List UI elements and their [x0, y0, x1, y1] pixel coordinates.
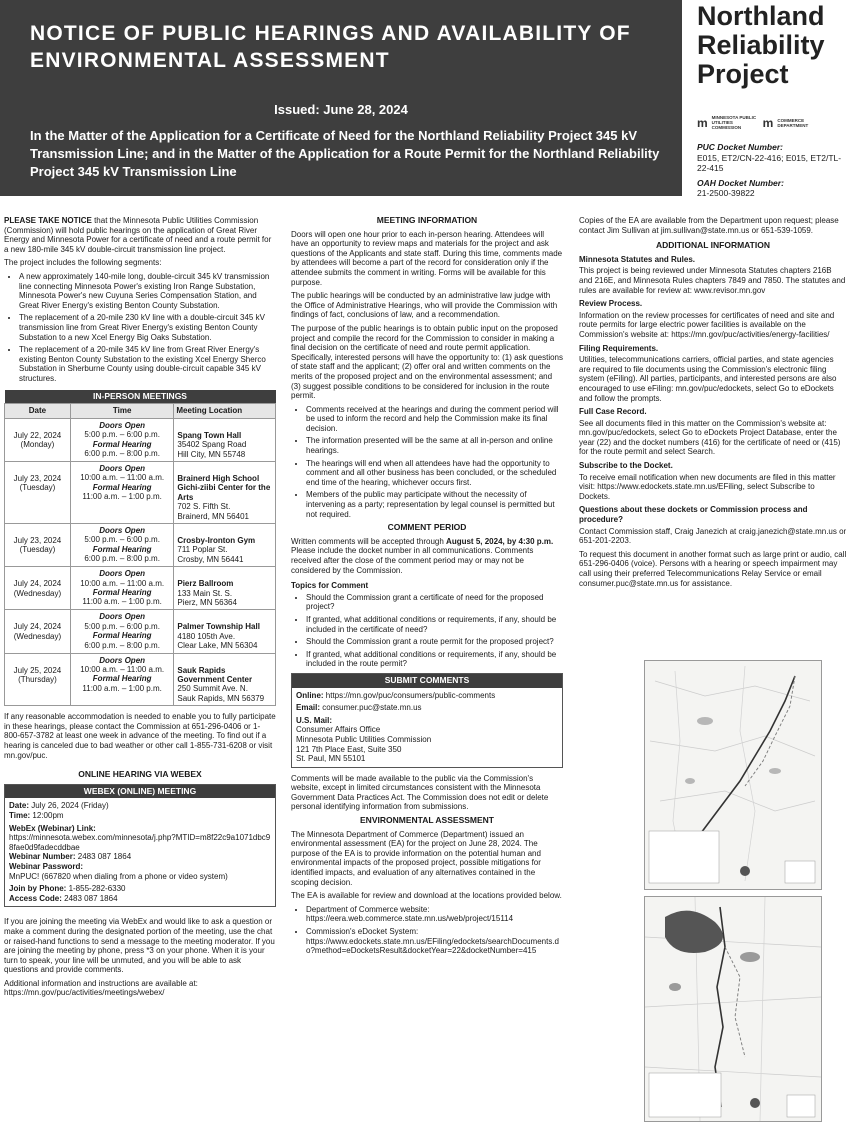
- topic-item: • If granted, what additional conditions or requirements, if any, should be included in the certificate of need?: [306, 615, 563, 634]
- section-heading: Subscribe to the Docket.: [579, 461, 673, 471]
- doors-open-time: 5:00 p.m. – 6:00 p.m.: [84, 621, 160, 631]
- doors-open-time: 10:00 a.m. – 11:00 a.m.: [80, 473, 165, 483]
- puc-logo-icon: m: [697, 115, 707, 130]
- submit-email: [296, 703, 558, 713]
- formal-hearing-time: 6:00 p.m. – 8:00 p.m.: [84, 554, 160, 564]
- doors-open-label: Doors Open: [99, 655, 146, 665]
- ea-location: [306, 905, 563, 924]
- table-row: [5, 610, 276, 653]
- table-row: [5, 523, 276, 566]
- map-south-graphic: [645, 897, 821, 1121]
- project-name-line: Northland: [697, 1, 825, 31]
- meeting-day-text: (Wednesday): [13, 588, 62, 598]
- meeting-address-line: Crosby, MN 56441: [177, 554, 244, 564]
- segment-item: • The replacement of a 20-mile 345 kV line from Great River Energy's existing Benton County Substation to the existing Xcel Energy Sherco Substation in Sherburne County using double-circuit capable 345 kV structures.: [19, 345, 276, 383]
- meeting-venue: Palmer Township Hall: [177, 622, 260, 632]
- meeting-day-text: (Tuesday): [19, 483, 56, 493]
- segment-item: • The replacement of a 20-mile 230 kV line with a double-circuit 345 kV transmission line from Great River Energy's existing Benton County Substation to a new Xcel Energy Big Oaks Substation.: [19, 313, 276, 342]
- doors-open-label: Doors Open: [99, 612, 146, 622]
- table-row: [5, 461, 276, 523]
- field-value: July 26, 2024 (Friday): [29, 801, 109, 811]
- submit-online-link[interactable]: https://mn.gov/puc/consumers/public-comments: [323, 690, 496, 700]
- ea-location-label: • Department of Commerce website:: [306, 904, 430, 914]
- field-label: Access Code:: [9, 893, 62, 903]
- meeting-address-line: 35402 Spang Road: [177, 440, 247, 450]
- notice-title: NOTICE OF PUBLIC HEARINGS AND AVAILABILITY OF ENVIRONMENTAL ASSESSMENT: [30, 22, 631, 72]
- meetings-table: [4, 390, 276, 707]
- table-row: [5, 653, 276, 706]
- meeting-address-line: Clear Lake, MN 56304: [177, 641, 258, 651]
- meeting-location: [174, 523, 276, 566]
- ea-location: [306, 927, 563, 956]
- meetings-table-caption: IN-PERSON MEETINGS: [5, 390, 276, 404]
- intro-text: that the Minnesota Public Utilities Commission (Commission) will hold public hearings on the application of Great River Energy and Minnesota Power for a certificate of need and a route permit for a new 180-mile 345 kV double-circuit transmission line project.: [4, 216, 272, 254]
- segments-list: [4, 272, 276, 384]
- mail-address-line: Consumer Affairs Office: [296, 725, 381, 735]
- meeting-date-text: July 23, 2024: [13, 473, 62, 483]
- meeting-address-line: Brainerd, MN 56401: [177, 511, 249, 521]
- meeting-time: [70, 567, 173, 610]
- doors-open-time: 10:00 a.m. – 11:00 a.m.: [80, 578, 165, 588]
- doors-open-label: Doors Open: [99, 525, 146, 535]
- meeting-info-paragraph: The public hearings will be conducted by an administrative law judge with the Office of Administrative Hearings, who will provide the Commission with findings of fact, conclusions of law, and a recommendation.: [291, 291, 558, 320]
- section-heading: Filing Requirements.: [579, 343, 659, 353]
- doors-open-time: 10:00 a.m. – 11:00 a.m.: [80, 665, 165, 674]
- column-middle: [291, 216, 563, 960]
- project-name-line: Reliability: [697, 30, 825, 60]
- comment-period-text: Please include the docket number in all communications. Comments received after the close of the comment period may or may not be considered by the Commission.: [291, 546, 534, 575]
- meeting-location: [174, 567, 276, 610]
- mail-address-line: St. Paul, MN 55101: [296, 754, 366, 764]
- webex-box: [4, 784, 276, 908]
- field-value: 1-855-282-6330: [66, 884, 126, 894]
- field-label: Time:: [9, 810, 31, 820]
- meeting-info-paragraph: The purpose of the public hearings is to obtain public input on the proposed project and compile the record for the Commission to consider in making a final decision on the certificate of need and route permit application. Specifically, interested persons will have the opportunity to: (1) ask questions of state staff and the applicant; (2) offer oral and written comments on the merits of the proposed project and on the environmental assessment; and (3) suggest possible conditions to be considered for inclusion in the route permit.: [291, 323, 563, 401]
- formal-hearing-label: Formal Hearing: [92, 587, 152, 597]
- meeting-info-item: • The hearings will end when all attendees have had the opportunity to comment and all other business has been concluded, or the scheduled end time of the hearing, whichever occurs first.: [306, 459, 563, 488]
- meeting-date-text: July 24, 2024: [13, 622, 62, 632]
- section-text: This project is being reviewed under Minnesota Statutes chapters 216B and 216E, and Minnesota Rules chapters 7849 and 7850. The statutes and rules are available for review at: www.revisor.mn.gov: [579, 266, 846, 295]
- notice-header: [0, 0, 682, 196]
- formal-hearing-label: Formal Hearing: [92, 631, 152, 641]
- meeting-date-text: July 23, 2024: [13, 535, 62, 545]
- meeting-location: [174, 610, 276, 653]
- project-brand: [697, 0, 850, 199]
- meeting-venue: Brainerd High School Gichi-ziibi Center for the Arts: [177, 473, 271, 502]
- column-header: Meeting Location: [174, 404, 276, 419]
- meeting-venue: Spang Town Hall: [177, 430, 242, 440]
- environmental-heading: ENVIRONMENTAL ASSESSMENT: [360, 815, 494, 826]
- ea-location-link[interactable]: https://www.edockets.state.mn.us/EFiling/edockets/searchDocuments.do?method=eDocketsResult&docketYear=22&docketNumber=415: [306, 936, 560, 956]
- puc-docket-label: PUC Docket Number:: [697, 142, 783, 152]
- formal-hearing-label: Formal Hearing: [92, 482, 152, 492]
- column-left: [4, 216, 276, 1002]
- meeting-info-heading: MEETING INFORMATION: [376, 215, 478, 225]
- meeting-date-text: July 22, 2024: [13, 430, 62, 440]
- section-heading: Review Process.: [579, 299, 643, 309]
- formal-hearing-time: 11:00 a.m. – 1:00 p.m.: [82, 492, 162, 502]
- intro-paragraph: [4, 216, 276, 254]
- meeting-date-text: July 25, 2024: [13, 665, 62, 675]
- comment-period-heading: COMMENT PERIOD: [387, 522, 467, 533]
- comment-period-paragraph: [291, 537, 563, 575]
- formal-hearing-label: Formal Hearing: [92, 674, 152, 684]
- issued-date: Issued: June 28, 2024: [274, 102, 408, 117]
- oah-docket-value: 21-2500-39822: [697, 188, 755, 198]
- meeting-day-text: (Thursday): [18, 675, 57, 684]
- field-label: Date:: [9, 801, 30, 811]
- public-records-note: Comments will be made available to the public via the Commission's website, except in limited circumstances consistent with the Minnesota Government Data Practices Act. The Commission does not edit or delete personal identifying information from submissions.: [291, 773, 549, 812]
- meeting-info-item: • The information presented will be the same at all in-person and online hearings.: [306, 436, 563, 455]
- meeting-day-text: (Monday): [20, 440, 55, 450]
- commerce-logo-text: COMMERCE DEPARTMENT: [777, 117, 809, 128]
- meeting-date: [5, 610, 71, 653]
- meeting-date: [5, 523, 71, 566]
- field-label: Webinar Number:: [9, 852, 76, 862]
- meeting-day-text: (Tuesday): [19, 545, 56, 555]
- submit-online: [296, 691, 558, 701]
- alternate-format-note: To request this document in another format such as large print or audio, call 651-296-0406 (voice). Persons with a hearing or speech impairment may call using their preferred Telecommunications Relay Service or email consumer.puc@state.mn.us for assistance.: [579, 549, 847, 588]
- meeting-address-line: 711 Poplar St.: [177, 545, 228, 555]
- doors-open-time: 5:00 p.m. – 6:00 p.m.: [84, 535, 160, 545]
- project-map-north: [644, 660, 822, 890]
- webex-access-code: [9, 894, 271, 904]
- ea-location-link[interactable]: https://eera.web.commerce.state.mn.us/web/project/15114: [306, 914, 514, 924]
- meeting-location: [174, 653, 276, 706]
- puc-docket-value: E015, ET2/CN-22-416; E015, ET2/TL-22-415: [697, 152, 842, 173]
- meeting-address-line: Pierz, MN 56364: [177, 597, 237, 607]
- ea-copies-note: Copies of the EA are available from the Department upon request; please contact Jim Sullivan at jim.sullivan@state.mn.us or 651-539-1059.: [579, 216, 839, 235]
- meeting-date: [5, 567, 71, 610]
- topics-list: [291, 593, 563, 669]
- doors-open-label: Doors Open: [99, 569, 146, 579]
- environmental-paragraph: The EA is available for review and download at the locations provided below.: [291, 891, 562, 901]
- meeting-address-line: Hill City, MN 55748: [177, 449, 246, 459]
- field-label: Email:: [296, 703, 321, 713]
- webex-additional-info: Additional information and instructions are available at: https://mn.gov/puc/activities/meetings/webex/: [4, 978, 198, 998]
- webex-password-label: Webinar Password:: [9, 861, 84, 871]
- topic-item: • If granted, what additional conditions or requirements, if any, should be included in the route permit?: [306, 650, 563, 669]
- meeting-time: [70, 523, 173, 566]
- meeting-date: [5, 653, 71, 706]
- section-text: Contact Commission staff, Craig Janezich at craig.janezich@state.mn.us or 651-201-2203.: [579, 526, 847, 546]
- section-text: Information on the review processes for certificates of need and site and route permits for large electric power facilities is available on the Commission's website at: https://mn.gov/puc/activities/energy-facilities/: [579, 310, 835, 339]
- formal-hearing-time: 6:00 p.m. – 8:00 p.m.: [84, 640, 160, 650]
- meeting-address-line: 702 S. Fifth St.: [177, 502, 231, 512]
- meeting-date-text: July 24, 2024: [13, 579, 62, 589]
- column-header: Time: [70, 404, 173, 419]
- map-north-graphic: [645, 661, 821, 889]
- comment-period-text: Written comments will be accepted through: [291, 536, 447, 546]
- meeting-venue: Pierz Ballroom: [177, 579, 234, 589]
- topics-heading: Topics for Comment: [291, 581, 369, 591]
- webex-box-title: WEBEX (ONLINE) MEETING: [5, 785, 275, 799]
- section-heading: Minnesota Statutes and Rules.: [579, 254, 696, 264]
- online-hearing-heading: ONLINE HEARING VIA WEBEX: [78, 769, 202, 780]
- field-label: Join by Phone:: [9, 884, 67, 894]
- matter-heading: In the Matter of the Application for a Certificate of Need for the Northland Reliability Project 345 kV Transmission Line; and in the Matter of the Application for a Route Permit for the Northland Reliability Project 345 kV Transmission Line: [30, 128, 660, 179]
- meeting-address-line: 4180 105th Ave.: [177, 631, 236, 641]
- column-right: [579, 216, 847, 592]
- comment-deadline: August 5, 2024, by 4:30 p.m.: [446, 536, 554, 546]
- meeting-location: [174, 461, 276, 523]
- oah-docket-label: OAH Docket Number:: [697, 177, 784, 188]
- meeting-time: [70, 418, 173, 461]
- webex-phone: [9, 884, 271, 894]
- field-value: 12:00pm: [30, 810, 64, 820]
- submit-comments-body: [292, 688, 562, 767]
- submit-email-link[interactable]: consumer.puc@state.mn.us: [320, 703, 422, 713]
- meeting-venue: Sauk Rapids Government Center: [177, 665, 253, 684]
- table-row: [5, 567, 276, 610]
- section-heading: Full Case Record.: [579, 407, 647, 417]
- doors-open-label: Doors Open: [99, 463, 146, 473]
- section-heading: Questions about these dockets or Commission process and procedure?: [579, 505, 808, 525]
- webex-link[interactable]: https://minnesota.webex.com/minnesota/j.php?MTID=m8f22c9a1071dbc98fae0d9fadecddbae: [9, 833, 271, 852]
- meeting-address-line: 250 Summit Ave. N.: [177, 684, 248, 694]
- topic-item: • Should the Commission grant a route permit for the proposed project?: [306, 637, 563, 647]
- column-header: Date: [5, 404, 71, 419]
- formal-hearing-label: Formal Hearing: [92, 544, 152, 554]
- webex-instructions: If you are joining the meeting via WebEx and would like to ask a question or make a comment during the designated portion of the meeting, use the chat or raised-hand functions to send a message to the meeting moderator. If you are joining the meeting by phone, press *3 on your phone. When it is your turn to speak, your line will be unmuted, and you will be able to ask questions and provide comments.: [4, 917, 275, 975]
- project-name-line: Project: [697, 59, 789, 89]
- meeting-info-item: • Comments received at the hearings and during the comment period will be used to inform the record and help the Commission make its final decision.: [306, 405, 563, 434]
- field-value: 2483 087 1864: [75, 852, 132, 862]
- formal-hearing-time: 6:00 p.m. – 8:00 p.m.: [84, 448, 160, 458]
- meeting-info-paragraph: Doors will open one hour prior to each in-person hearing. Attendees will have an opportunity to review maps and materials for the project and ask questions of the Applicants and state staff. During this time, comments made by attendees will become a part of the record for consideration only if the attendee submits the comment in writing. Forms will be available for this purpose.: [291, 229, 563, 287]
- meeting-venue: Crosby-Ironton Gym: [177, 535, 256, 545]
- webex-password: MnPUC! (667820 when dialing from a phone or video system): [9, 871, 228, 881]
- environmental-paragraph: The Minnesota Department of Commerce (Department) issued an environmental assessment (EA) for the project on June 28, 2024. The purpose of the EA is to provide information on the potential human and environmental impacts of the proposed project, possible mitigations for identified impacts, and evaluation of any alternatives contained in the scoping decision.: [291, 829, 541, 887]
- webex-box-body: [5, 798, 275, 906]
- webex-link-label: WebEx (Webinar) Link:: [9, 823, 96, 833]
- meeting-time: [70, 461, 173, 523]
- submit-comments-title: SUBMIT COMMENTS: [292, 674, 562, 688]
- section-text: See all documents filed in this matter on the Commission's website at: mn.gov/puc/edockets, select Go to eDockets Project Database, enter the year (22) and the docket numbers (416) for the certificate of need or (415) for the route permit and select Search.: [579, 418, 841, 457]
- meeting-date: [5, 418, 71, 461]
- accommodation-note: If any reasonable accommodation is needed to enable you to fully participate in these hearings, please contact the Commission at 651-296-0406 or 1-800-657-3782 at least one week in advance of the meeting. To find out if a hearing is canceled due to bad weather or other call 1-855-731-6208 or visit mn.gov/puc.: [4, 712, 276, 760]
- segments-intro: The project includes the following segments:: [4, 258, 162, 268]
- puc-logo-text: MINNESOTA PUBLIC UTILITIES COMMISSION: [711, 115, 757, 130]
- meeting-address-line: 133 Main St. S.: [177, 588, 233, 598]
- meeting-date: [5, 461, 71, 523]
- meeting-time: [70, 610, 173, 653]
- docket-numbers: [697, 142, 850, 199]
- formal-hearing-label: Formal Hearing: [92, 439, 152, 449]
- additional-info-heading: ADDITIONAL INFORMATION: [656, 240, 770, 251]
- agency-logos: [697, 115, 850, 130]
- webex-date: [9, 801, 271, 811]
- intro-lead: PLEASE TAKE NOTICE: [4, 216, 92, 225]
- submit-mail-label: U.S. Mail:: [296, 715, 333, 725]
- submit-comments-box: [291, 673, 563, 768]
- meeting-day-text: (Wednesday): [13, 631, 62, 641]
- section-text: To receive email notification when new documents are filed in this matter visit: https://www.edockets.state.mn.us/EFiling, select Subscribe to Dockets.: [579, 472, 836, 501]
- section-text: Utilities, telecommunications carriers, official parties, and state agencies are required to file documents using the Commission's electronic filing system (eFiling). All parties, participants, and interested persons are also encouraged to use eFiling: mn.gov/puc/edockets, select Go to eDockets and follow the prompts.: [579, 355, 837, 403]
- mail-address-line: Minnesota Public Utilities Commission: [296, 734, 432, 744]
- field-label: Online:: [296, 690, 324, 700]
- ea-location-label: • Commission's eDocket System:: [306, 927, 419, 936]
- table-row: [5, 418, 276, 461]
- project-map-south: [644, 896, 822, 1122]
- project-name: [697, 2, 850, 89]
- formal-hearing-time: 11:00 a.m. – 1:00 p.m.: [82, 683, 162, 693]
- meeting-time: [70, 653, 173, 706]
- mail-address-line: 121 7th Place East, Suite 350: [296, 744, 402, 754]
- webex-number: [9, 852, 271, 862]
- ea-locations: [291, 905, 563, 956]
- meeting-info-list: [291, 405, 563, 520]
- doors-open-label: Doors Open: [99, 420, 146, 430]
- segment-item: • A new approximately 140-mile long, double-circuit 345 kV transmission line connecting Minnesota Power's existing Iron Range Substation, Minnesota Power's new Cuyuna Series Compensation Station, and Great River Energy's existing Benton County Substation.: [19, 272, 276, 310]
- formal-hearing-time: 11:00 a.m. – 1:00 p.m.: [82, 597, 162, 607]
- webex-time: [9, 811, 271, 821]
- doors-open-time: 5:00 p.m. – 6:00 p.m.: [84, 430, 160, 440]
- field-value: 2483 087 1864: [61, 893, 118, 903]
- meeting-address-line: Sauk Rapids, MN 56379: [177, 693, 265, 703]
- meeting-info-item: • Members of the public may participate without the necessity of intervening as a party; representation by legal counsel is permitted but not required.: [306, 490, 563, 519]
- topic-item: • Should the Commission grant a certificate of need for the proposed project?: [306, 593, 563, 612]
- meeting-location: [174, 418, 276, 461]
- commerce-logo-icon: m: [762, 115, 773, 130]
